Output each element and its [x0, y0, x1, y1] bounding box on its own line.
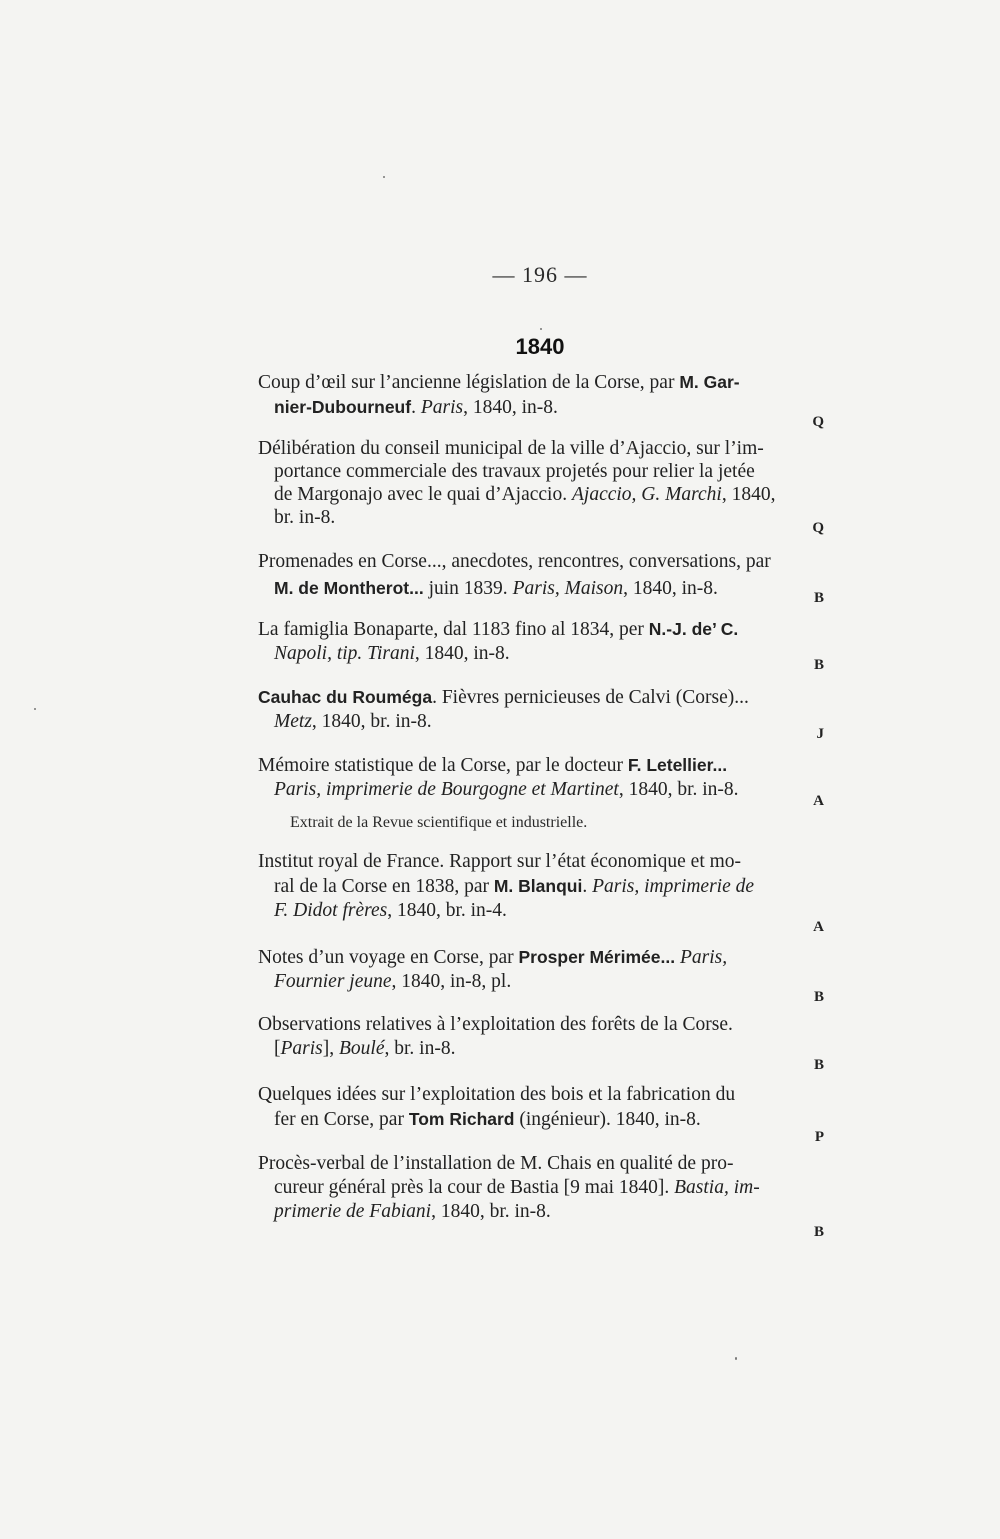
entry-text: .	[411, 397, 421, 418]
entry-imprint: Boulé	[339, 1038, 385, 1059]
entry-line	[258, 753, 824, 778]
scan-speck	[540, 328, 542, 330]
entry-text: .	[582, 876, 593, 897]
entry-location-letter: B	[813, 1057, 824, 1073]
entry-line	[258, 437, 824, 460]
entry-author: Prosper Mérimée...	[518, 947, 676, 967]
entry-line	[258, 899, 824, 923]
entry-note: Extrait de la Revue scientifique et industrielle.	[290, 814, 588, 831]
entry-text: , br. in-8.	[384, 1038, 456, 1059]
entry-text: , 1840,	[721, 484, 776, 505]
entry-imprint: Paris, Maison	[512, 578, 624, 599]
entry-text: Coup d’œil sur l’ancienne législation de la Corse, par	[258, 372, 680, 393]
entry-author: F. Letellier...	[627, 755, 728, 775]
entry-author: M. de Montherot...	[274, 578, 424, 598]
entry-text: , 1840, in-8.	[414, 643, 510, 664]
entry-imprint: Paris, imprimerie de	[592, 876, 755, 897]
entry-location-letter: P	[814, 1129, 824, 1145]
entry-text: de Margonajo avec le quai d’Ajaccio.	[274, 484, 572, 505]
entry-imprint: Fournier jeune	[274, 971, 392, 992]
entry-imprint: Paris, imprimerie de Bourgogne et Martinet	[274, 779, 619, 800]
entry-imprint: Metz	[274, 711, 312, 732]
entry-text: ral de la Corse en 1838, par	[274, 876, 494, 897]
entry-imprint: Paris	[280, 1038, 323, 1059]
entry-imprint: Napoli, tip. Tirani	[274, 643, 415, 664]
entry-text: [	[274, 1038, 281, 1059]
entry-line	[258, 460, 824, 483]
entry-line	[258, 778, 824, 802]
entry-location-letter: B	[813, 657, 824, 673]
bibliography-entry	[258, 370, 824, 430]
entry-line	[258, 685, 824, 710]
entry-line	[258, 370, 824, 395]
entry-text: La famiglia Bonaparte, dal 1183 fino al 1834, per	[258, 619, 649, 640]
entry-text: Institut royal de France. Rapport sur l’état économique et mo-	[258, 851, 742, 872]
entry-text: , 1840, br. in-8.	[311, 711, 432, 732]
entry-text: , 1840, br. in-8.	[618, 779, 739, 800]
bibliography-entry	[258, 753, 824, 809]
entry-imprint: Bastia, im-	[674, 1177, 760, 1198]
entry-line	[258, 1152, 824, 1176]
entry-text: , 1840, in-8.	[623, 578, 718, 599]
bibliography-entry	[258, 1083, 824, 1145]
entry-text: ],	[322, 1038, 340, 1059]
entry-imprint: Paris	[420, 397, 464, 418]
entry-text: fer en Corse, par	[274, 1109, 409, 1130]
bibliography-entry	[258, 437, 824, 536]
section-year-heading: 1840	[515, 334, 565, 359]
entry-author: nier-Dubourneuf	[274, 397, 412, 417]
entry-text: Mémoire statistique de la Corse, par le docteur	[258, 755, 628, 776]
entry-line	[258, 1037, 824, 1061]
entry-imprint: F. Didot frères	[274, 900, 388, 921]
scan-speck	[34, 708, 36, 710]
entry-line	[258, 575, 824, 602]
entry-line	[258, 395, 824, 420]
bibliography-entry	[258, 548, 824, 606]
entry-text: juin 1839.	[423, 578, 513, 599]
bibliography-entry	[258, 685, 824, 742]
entry-line	[258, 548, 824, 575]
entry-location-letter: A	[813, 919, 824, 935]
entry-text: br. in-8.	[274, 507, 336, 528]
entry-line	[258, 1013, 824, 1037]
entry-location-letter: B	[813, 1224, 824, 1240]
entry-location-letter: Q	[812, 414, 824, 430]
entry-text: (ingénieur). 1840, in-8.	[514, 1109, 701, 1130]
entry-line	[258, 1107, 824, 1132]
entry-text: cureur général près la cour de Bastia [9 mai 1840].	[274, 1177, 675, 1198]
bibliography-entry	[258, 1152, 824, 1240]
entry-text: , 1840, in-8, pl.	[391, 971, 512, 992]
entry-author: M. Gar-	[679, 372, 740, 392]
bibliography-entry	[258, 617, 824, 673]
entry-text: , 1840, br. in-4.	[387, 900, 507, 921]
entry-author: M. Blanqui	[493, 876, 583, 896]
entry-line	[258, 945, 824, 970]
entry-line	[258, 617, 824, 642]
entry-text: Observations relatives à l’exploitation des forêts de la Corse.	[258, 1014, 733, 1035]
entry-line	[258, 874, 824, 899]
entry-text: Délibération du conseil municipal de la ville d’Ajaccio, sur l’im-	[258, 438, 764, 459]
scan-speck	[383, 176, 385, 178]
bibliography-entry	[258, 850, 824, 935]
entry-text: portance commerciale des travaux projetés pour relier la jetée	[274, 461, 755, 482]
bibliography-entry	[258, 1013, 824, 1073]
entry-text: Procès-verbal de l’installation de M. Chais en qualité de pro-	[258, 1153, 734, 1174]
entry-line	[258, 710, 824, 734]
entry-imprint: primerie de Fabiani	[274, 1201, 432, 1222]
entry-text: , 1840, br. in-8.	[431, 1201, 551, 1222]
entry-text: . Fièvres pernicieuses de Calvi (Corse)...	[432, 687, 749, 708]
entry-text: Notes d’un voyage en Corse, par	[258, 947, 519, 968]
page-number: — 196 —	[492, 262, 588, 287]
entry-location-letter: J	[816, 726, 824, 742]
entry-line	[258, 642, 824, 666]
entry-imprint: Ajaccio, G. Marchi	[571, 484, 722, 505]
entry-line	[258, 850, 824, 874]
entry-imprint: Paris,	[679, 947, 728, 968]
entry-location-letter: A	[813, 793, 824, 809]
entry-line	[258, 1083, 824, 1107]
entry-author: Tom Richard	[408, 1109, 515, 1129]
entry-line	[258, 1176, 824, 1200]
entry-line	[258, 483, 824, 506]
entry-line	[258, 506, 824, 529]
bibliography-entry	[258, 945, 824, 1005]
entry-line	[258, 970, 824, 994]
entry-location-letter: B	[813, 989, 824, 1005]
scan-speck	[735, 1357, 737, 1360]
entry-location-letter: B	[813, 590, 824, 606]
entry-author: Cauhac du Rouméga	[258, 687, 433, 707]
entry-line	[258, 1200, 824, 1224]
entry-author: N.-J. de’ C.	[648, 619, 739, 639]
entry-location-letter: Q	[812, 520, 824, 536]
entry-text: Promenades en Corse..., anecdotes, rencontres, conversations, par	[258, 551, 771, 572]
entry-text: , 1840, in-8.	[463, 397, 558, 418]
entry-text: Quelques idées sur l’exploitation des bois et la fabrication du	[258, 1084, 736, 1105]
